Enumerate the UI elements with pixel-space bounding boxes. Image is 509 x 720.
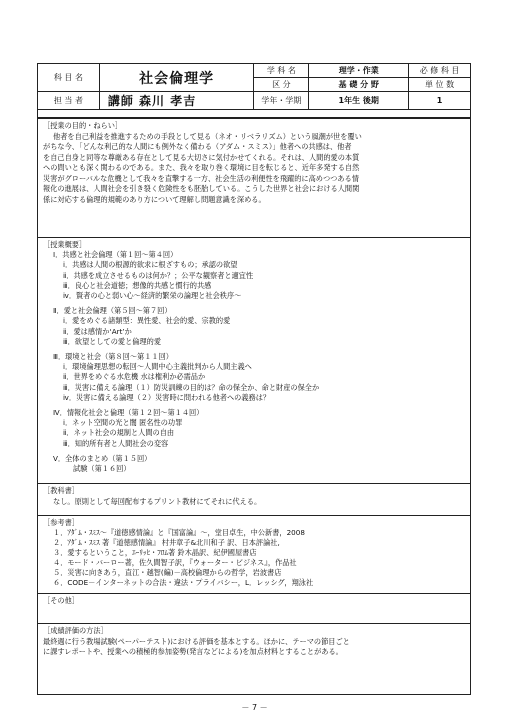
outline-item: 試験（第１６回） xyxy=(73,464,131,474)
credits-value: 1 xyxy=(409,92,471,110)
subject-name: 社会倫理学 xyxy=(99,64,254,92)
reference-item: ３．愛するということ，ｴｰﾘｯﾋ・ﾌﾛﾑ著 鈴木晶訳、紀伊國屋書店 xyxy=(53,548,257,557)
outline-item: ⅱ．世界をめぐる水危機 水は権利か必需品か xyxy=(63,372,206,382)
objectives-line: 災害がグローバルな危機として我々を直撃する一方、社会生活の利便性を飛躍的に高めつつある情 xyxy=(43,173,359,183)
credits-label: 単 位 数 xyxy=(409,78,471,92)
outline-heading: ［授業概要］ xyxy=(43,240,87,249)
textbook-heading: ［教科書］ xyxy=(43,486,79,495)
other-section xyxy=(37,593,471,623)
outline-item: ⅱ．ネット社会の規制と人間の自由 xyxy=(63,428,175,438)
evaluation-heading: ［成績評価の方法］ xyxy=(43,626,108,635)
evaluation-line: に課すレポートや、授業への積極的参加姿勢(発言などによる)を加点材料とすることがある。 xyxy=(43,647,343,656)
outline-item: ⅰ．ネット空間の光と闇 匿名性の功罪 xyxy=(63,418,183,428)
outline-part-title: Ⅴ．全体のまとめ（第１５回） xyxy=(53,453,152,463)
outline-section xyxy=(37,237,471,483)
header-table xyxy=(37,63,471,110)
outline-item: ⅳ．賢者の心と弱い心～経済的繁栄の論理と社会秩序～ xyxy=(63,291,242,301)
outline-part-title: Ⅱ．愛と社会倫理（第５回～第７回） xyxy=(53,306,172,316)
objectives-line: 係に対応する倫理的規範のあり方について理解し問題意識を深める。 xyxy=(43,194,266,204)
teacher-label: 担 当 者 xyxy=(38,92,100,110)
outline-item: ⅰ．愛をめぐる諸類型：異性愛、社会的愛、宗教的愛 xyxy=(63,316,231,326)
outline-item: ⅰ．環境倫理思想の転回～人間中心主義批判から人間主義へ xyxy=(63,362,252,372)
outline-item: ⅲ．欲望としての愛と倫理的愛 xyxy=(63,336,162,346)
reference-item: ５．災害に向きあう，直江・越智(編)－高校倫理からの哲学，岩波書店 xyxy=(53,568,282,577)
objectives-line: への問いとも深く関わるのである。また、我々を取り巻く環境に目を転じると、近年多発する自然 xyxy=(43,163,360,172)
outline-part-title: Ⅰ．共感と社会倫理（第１回～第４回） xyxy=(53,250,178,260)
outline-item: ⅲ．知的所有者と人間社会の変容 xyxy=(63,438,169,448)
category-value: 基 礎 分 野 xyxy=(309,78,409,92)
textbook-section xyxy=(37,483,471,515)
department-value: 理学・作業 xyxy=(309,64,409,78)
reference-item: ４．モード・バーロー著，佐久間智子訳，『ウォーター・ビジネス』，作品社 xyxy=(53,558,297,567)
textbook-text: なし。原則として毎回配布するプリント教材にてそれに代える。 xyxy=(53,496,262,506)
outline-part-title: Ⅳ．情報化社会と倫理（第１２回～第１４回） xyxy=(53,408,204,418)
evaluation-section xyxy=(37,623,471,695)
page-number: － 7 － xyxy=(241,703,268,712)
evaluation-line: 最終週に行う教場試験(ペーパーテスト)における評価を基本とする。ほかに、テーマの節目ごと xyxy=(43,636,350,646)
objectives-line: 報化の進展は、人間社会を引き裂く危険性をも胚胎している。こうした世界と社会における人間関 xyxy=(43,184,360,193)
teacher-name: 講師 森川 孝吉 xyxy=(99,92,254,110)
references-section xyxy=(37,515,471,593)
outline-item: ⅰ．共感は人間の根源的欲求に根ざすもの；承認の欲望 xyxy=(63,260,238,270)
subject-label: 科 目 名 xyxy=(38,64,100,92)
term-label: 学年・学期 xyxy=(254,92,309,110)
required-label: 必 修 科 目 xyxy=(409,64,471,78)
department-label: 学 科 名 xyxy=(254,64,309,78)
other-heading: ［その他］ xyxy=(43,596,79,605)
category-label: 区 分 xyxy=(254,78,309,92)
objectives-heading: ［授業の目的・ねらい］ xyxy=(43,121,123,130)
outline-item: ⅲ．災害に備える論理（１）防災訓練の目的は？命の保全か、命と財産の保全か xyxy=(63,382,320,392)
references-heading: ［参考書］ xyxy=(43,518,79,527)
objectives-line: 他者を自己利益を推進するための手段として見る（ネオ・リベラリズム）という風潮が世を覆い xyxy=(53,131,362,141)
outline-item: ⅳ．災害に備える論理（２）災害時に問われる他者への義務は？ xyxy=(63,392,271,402)
reference-item: １．ｱﾀﾞﾑ・ｽﾐｽ～『道徳感情論』と『国富論』～，堂目卓生，中公新書，2008 xyxy=(53,528,305,537)
objectives-line: がちな今、「どんな利己的な人間にも例外なく備わる（アダム・スミス）」他者への共感は、他者 xyxy=(43,142,352,151)
outline-item: ⅱ．愛は感情か‘Art’か xyxy=(63,326,132,336)
objectives-section xyxy=(37,117,471,237)
outline-item: ⅱ．共感を成立させるものは何か？；公平な観察者と適宜性 xyxy=(63,270,254,280)
reference-item: ２．ｱﾀﾞﾑ・ｽﾐｽ 著『道徳感情論』 村井章子&北川和子 訳、日本評論社, xyxy=(53,538,280,547)
term-value: 1年生 後期 xyxy=(309,92,409,110)
outline-part-title: Ⅲ．環境と社会（第８回～第１１回） xyxy=(53,352,173,362)
reference-item: ６．CODE－インターネットの合法・違法・プライバシー，L．レッシグ，翔泳社 xyxy=(53,578,314,587)
objectives-line: を自己自身と同等な尊厳ある存在として見る大切さに気付かせてくれる。それは、人間的愛の本質 xyxy=(43,152,360,162)
outline-item: ⅲ．良心と社会道徳；想像的共感と慣行的共感 xyxy=(63,280,212,290)
